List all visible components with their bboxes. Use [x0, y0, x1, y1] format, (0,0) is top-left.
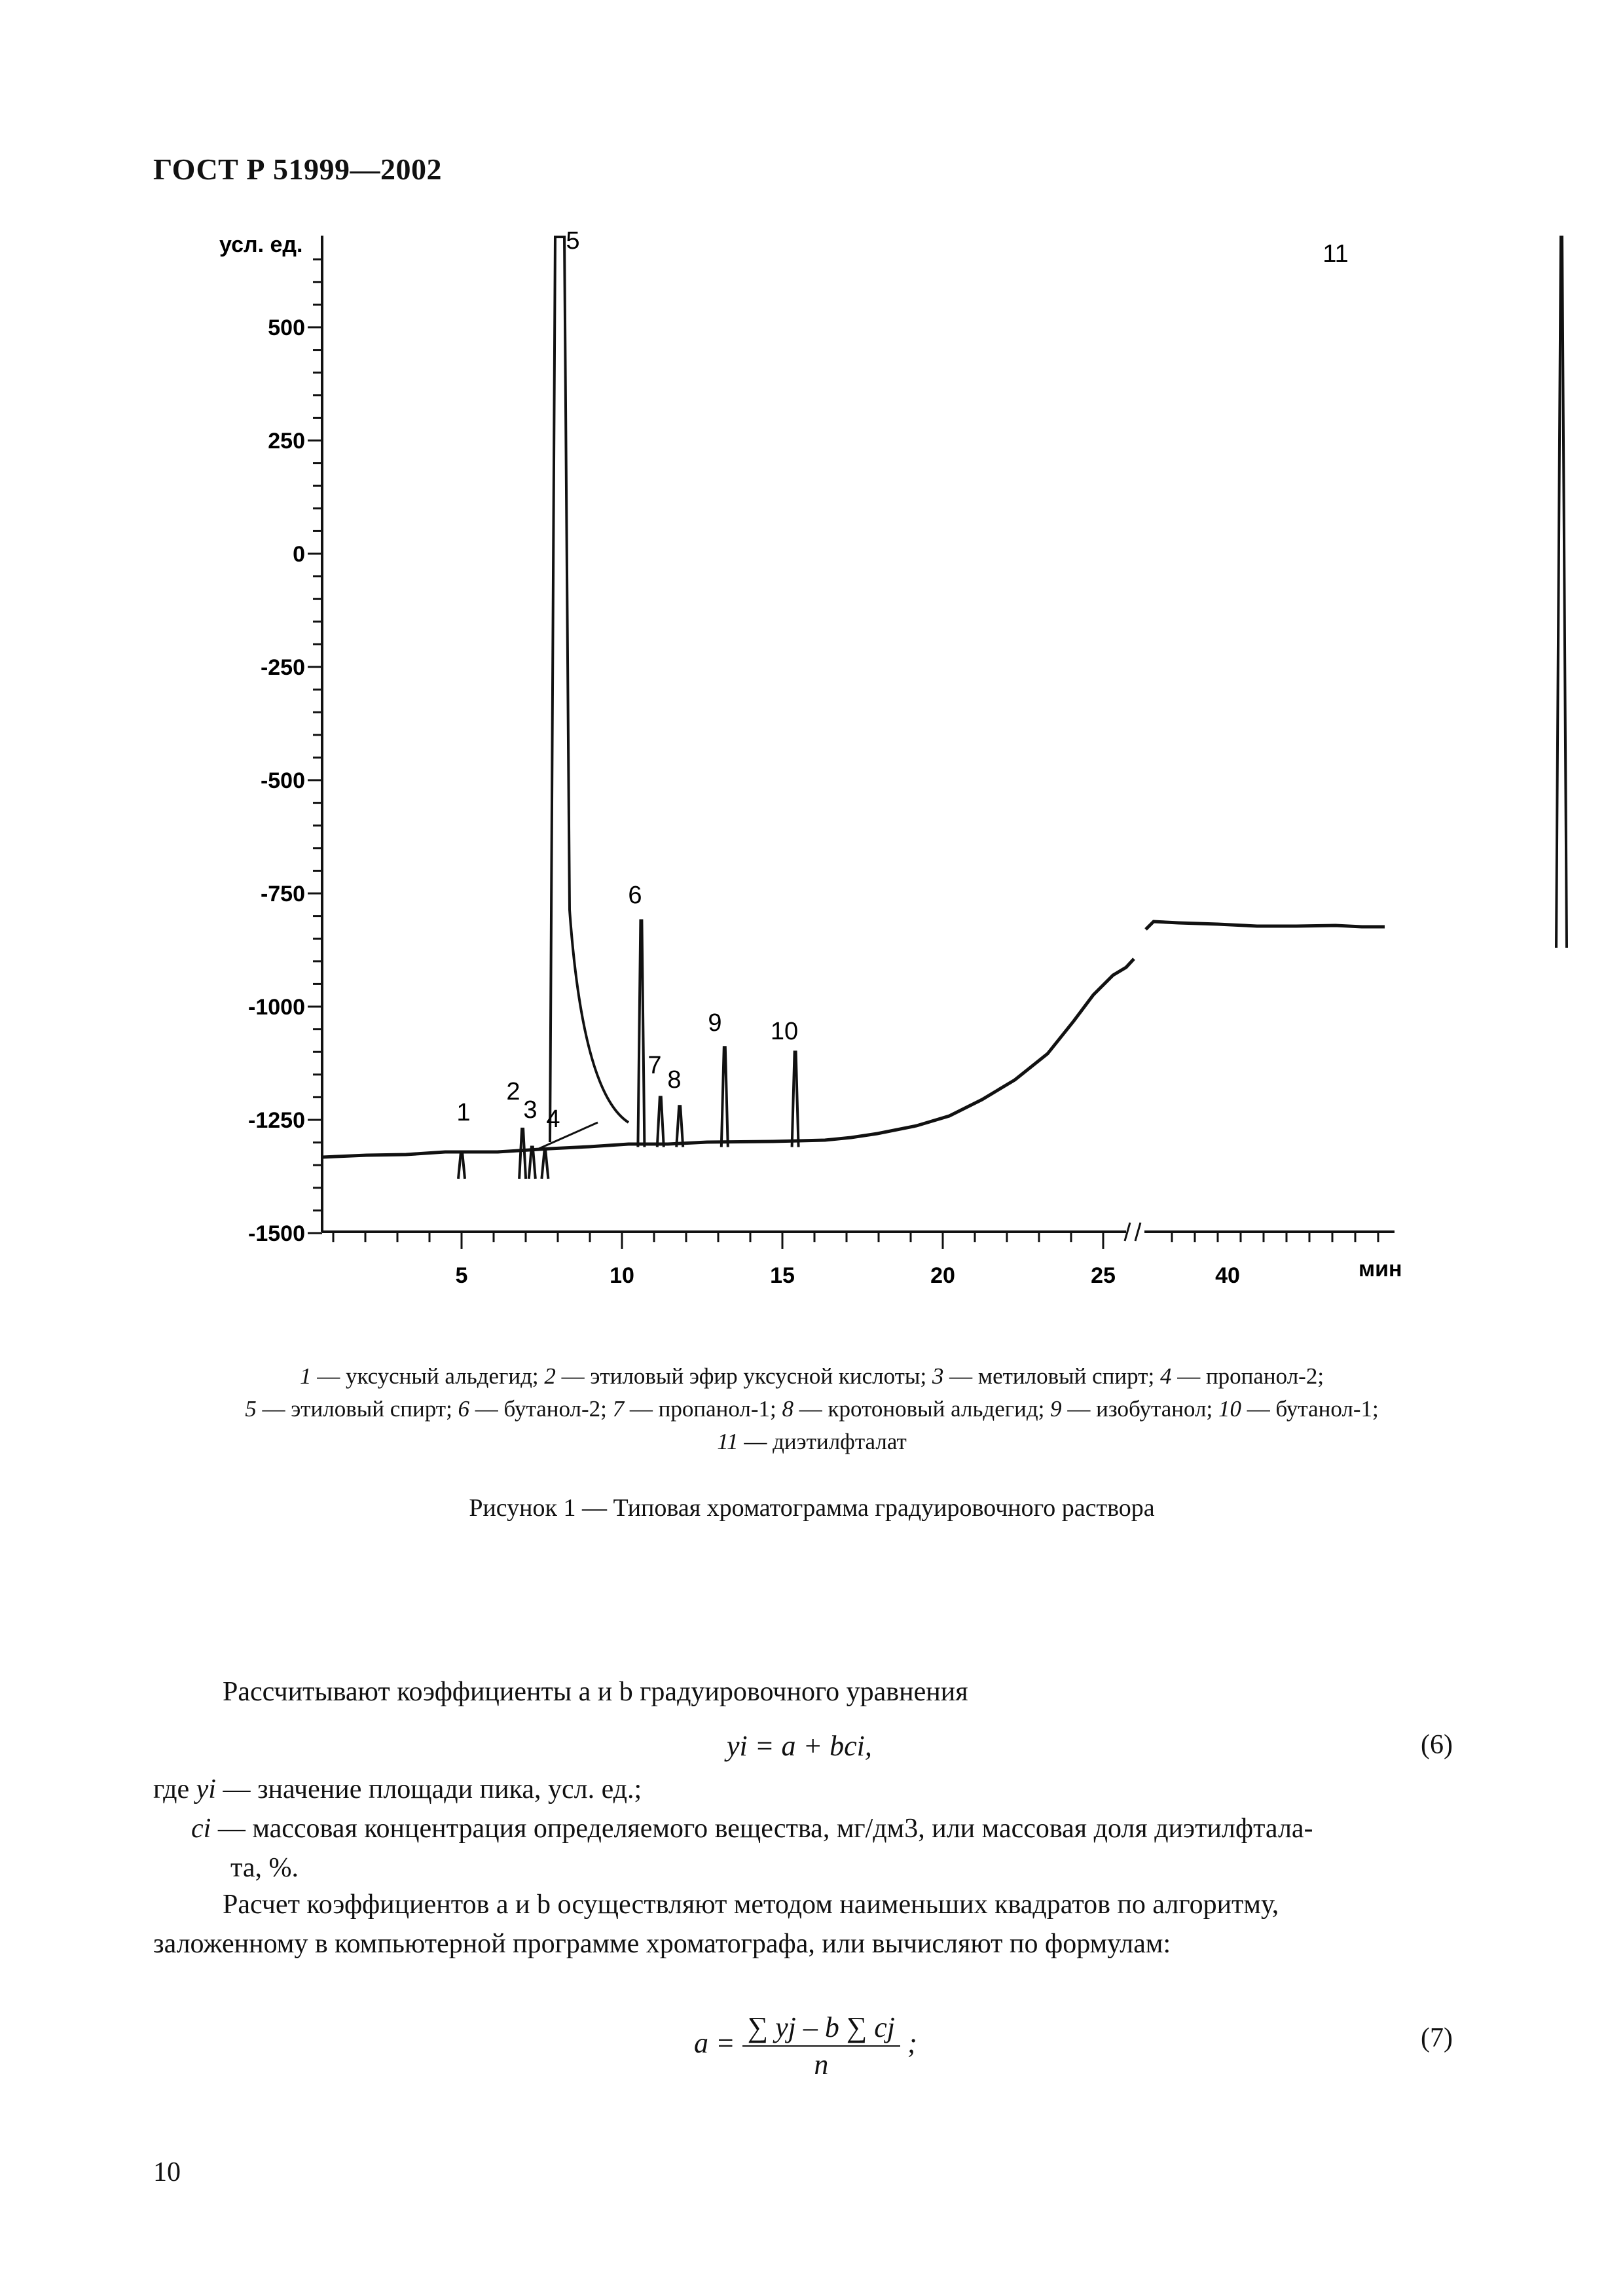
symbol-y: yi: [196, 1774, 216, 1804]
peak-label-9: 9: [708, 1009, 722, 1037]
chart-trace: [322, 237, 1567, 1179]
peak-label-10: 10: [770, 1018, 799, 1045]
legend-dash: —: [311, 1363, 346, 1389]
x-axis-label: мин: [1359, 1257, 1402, 1282]
peak-3-trace: [529, 1147, 536, 1179]
legend-dash: —: [469, 1396, 504, 1422]
chart-peak-labels: [456, 227, 1348, 1133]
x-tick-label: 40: [1215, 1263, 1240, 1288]
equation-7-tail: ;: [907, 2027, 917, 2060]
y-tick-label: 0: [293, 542, 305, 567]
paragraph-1: [223, 1672, 968, 1712]
legend-line-2: [164, 1393, 1460, 1426]
x-tick-label: 10: [610, 1263, 634, 1288]
paragraph-2-line-2: заложенному в компьютерной программе хроматографа, или вычисляют по формулам:: [153, 1929, 1171, 1959]
peak-label-4: 4: [546, 1105, 560, 1133]
peak-10-trace: [792, 1052, 799, 1147]
definition-y-text: — значение площади пика, усл. ед.;: [223, 1774, 642, 1804]
legend-dash: —: [1241, 1396, 1276, 1422]
y-tick-label: -500: [260, 768, 305, 793]
peak-label-3: 3: [523, 1096, 538, 1124]
legend-dash: —: [555, 1363, 591, 1389]
equation-6-text: yi = a + bci,: [727, 1730, 872, 1762]
legend-num-2: 2: [544, 1363, 556, 1389]
peak-label-6: 6: [628, 882, 642, 909]
y-tick-label: -1500: [248, 1221, 305, 1246]
where-word: где: [153, 1774, 190, 1804]
peak-label-8: 8: [667, 1066, 682, 1094]
legend-num-7: 7: [612, 1396, 625, 1422]
peak-label-11: 11: [1322, 240, 1349, 268]
legend-dash: —: [256, 1396, 291, 1422]
legend-name-1: уксусный альдегид;: [345, 1363, 539, 1389]
peak-label-1: 1: [456, 1099, 471, 1126]
legend-dash: —: [624, 1396, 659, 1422]
legend-name-11: диэтилфталат: [773, 1429, 907, 1454]
peak-9-trace: [721, 1047, 728, 1147]
peak-5-trace: [550, 237, 629, 1142]
figure-legend: [164, 1360, 1460, 1458]
legend-name-10: бутанол-1;: [1275, 1396, 1379, 1422]
equation-7: [694, 2011, 917, 2081]
legend-name-2: этиловый эфир уксусной кислоты;: [590, 1363, 927, 1389]
y-tick-label: 500: [268, 315, 305, 340]
legend-num-5: 5: [245, 1396, 257, 1422]
peak-7-trace: [657, 1097, 664, 1147]
peak-label-7: 7: [647, 1052, 662, 1079]
legend-name-3: метиловый спирт;: [977, 1363, 1155, 1389]
chart-axes: [322, 236, 1395, 1241]
legend-name-6: бутанол-2;: [503, 1396, 607, 1422]
peak-1-trace: [458, 1151, 465, 1179]
axis-break-mark: [1125, 1223, 1140, 1241]
legend-dash: —: [1171, 1363, 1206, 1389]
legend-name-5: этиловый спирт;: [291, 1396, 452, 1422]
legend-dash: —: [1061, 1396, 1097, 1422]
peak-label-5: 5: [566, 227, 580, 255]
legend-num-1: 1: [299, 1363, 312, 1389]
definition-c-continued: [153, 1848, 1476, 1888]
paragraph-1-text: Рассчитывают коэффициенты a и b градуировочного уравнения: [223, 1677, 968, 1707]
legend-line-1: [164, 1360, 1460, 1393]
legend-num-3: 3: [932, 1363, 944, 1389]
x-tick-label: 20: [930, 1263, 955, 1288]
symbol-c: ci: [191, 1814, 211, 1844]
x-tick-label: 15: [770, 1263, 795, 1288]
peak-4-trace: [541, 1151, 548, 1179]
definitions: [153, 1770, 1476, 1888]
legend-name-7: пропанол-1;: [658, 1396, 776, 1422]
y-tick-label: -1000: [248, 995, 305, 1020]
figure-title: Рисунок 1 — Типовая хроматограмма градуировочного раствора: [469, 1494, 1155, 1522]
legend-name-8: кротоновый альдегид;: [828, 1396, 1045, 1422]
equation-7-denominator: n: [814, 2049, 829, 2081]
equation-6-number: (6): [1421, 1730, 1453, 1760]
equation-7-numerator: ∑ yj – b ∑ cj: [742, 2011, 900, 2047]
y-tick-label: 250: [268, 429, 305, 454]
equation-7-lhs: a =: [694, 2027, 735, 2060]
page-number: 10: [153, 2157, 181, 2187]
legend-num-10: 10: [1218, 1396, 1241, 1422]
document-header: ГОСТ Р 51999—2002: [153, 152, 442, 186]
equation-6: [727, 1729, 872, 1763]
peak-11-trace: [1556, 237, 1567, 948]
legend-name-9: изобутанол;: [1096, 1396, 1213, 1422]
paragraph-2: [153, 1885, 1476, 1964]
equation-7-fraction: [742, 2011, 900, 2081]
y-tick-label: -250: [260, 655, 305, 680]
peak-6-trace: [638, 921, 644, 1147]
chart-ticks: [219, 232, 1402, 1288]
legend-dash: —: [943, 1363, 978, 1389]
definition-y: [153, 1770, 1476, 1809]
y-tick-label: -1250: [248, 1108, 305, 1133]
peak-8-trace: [676, 1106, 683, 1147]
legend-dash: —: [793, 1396, 828, 1422]
legend-dash: —: [738, 1429, 773, 1454]
paragraph-2-line-1: Расчет коэффициентов a и b осуществляют методом наименьших квадратов по алгоритму,: [223, 1890, 1279, 1920]
equation-7-number: (7): [1421, 2023, 1453, 2053]
peak-2-trace: [519, 1129, 526, 1179]
x-tick-label: 25: [1091, 1263, 1116, 1288]
baseline-trace-after-break: [1146, 922, 1385, 929]
legend-num-9: 9: [1050, 1396, 1062, 1422]
x-tick-label: 5: [455, 1263, 468, 1288]
legend-num-11: 11: [717, 1429, 739, 1454]
definition-c-text: — массовая концентрация определяемого вещества, мг/дм3, или массовая доля диэтилфтала-: [217, 1814, 1313, 1844]
y-axis-label: усл. ед.: [219, 232, 303, 257]
legend-num-6: 6: [458, 1396, 470, 1422]
y-tick-label: -750: [260, 882, 305, 906]
legend-num-8: 8: [782, 1396, 794, 1422]
definition-c-cont: та, %.: [230, 1853, 299, 1883]
definition-c: [153, 1809, 1476, 1848]
legend-name-4: пропанол-2;: [1205, 1363, 1324, 1389]
legend-line-3: [164, 1426, 1460, 1458]
peak-label-2: 2: [506, 1078, 520, 1105]
legend-num-4: 4: [1159, 1363, 1172, 1389]
